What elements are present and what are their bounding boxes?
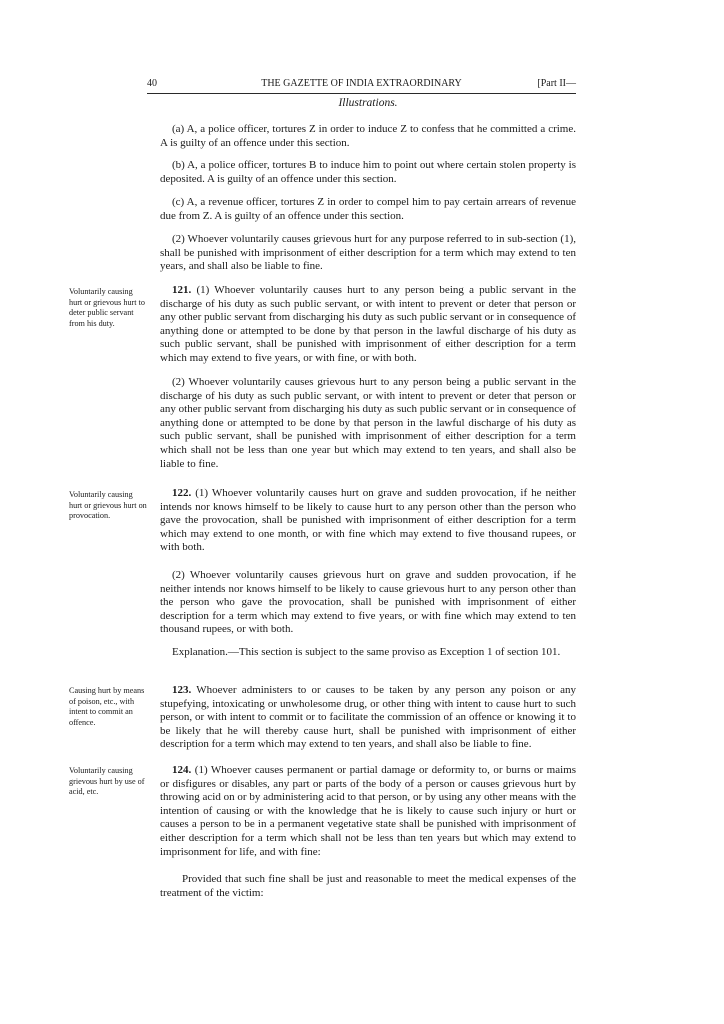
section-number-122: 122. — [172, 487, 192, 499]
section-123-text: Whoever administers to or causes to be taken by any person any poison or any stupefying, intoxicating or unwholesome drug, or other thing with intent to cause hurt to such person, or with intent to commit or to facilitate the commission of an offence or knowing it to be likely that he will thereby cause hurt, shall be punished with imprisonment of either description for a term which may extend to ten years, and shall also be liable to fine. — [160, 684, 576, 751]
margin-note-121: Voluntarily causing hurt or grievous hurt to deter public servant from his duty. — [69, 287, 145, 328]
section-122-text: (1) Whoever voluntarily causes hurt on grave and sudden provocation, if he neither intends nor knows himself to be likely to cause hurt to any person other than the person who gave the provocation, shall be punished with imprisonment of either description for a term which may extend to one month, or with fine which may extend to five thousand rupees, or with both. — [160, 487, 577, 554]
part-label: [Part II— — [537, 78, 576, 89]
proviso: Provided that such fine shall be just and reasonable to meet the medical expenses of the treatment of the victim: — [160, 873, 576, 899]
section-121-text: (1) Whoever voluntarily causes hurt to any person being a public servant in the discharge of his duty as such public servant, or with intent to prevent or deter that person or any other public servant from discharging his duty as such public servant or in consequence of anything done or attempted to be done by that person in the lawful discharge of his duty as such public servant, shall be punished with imprisonment of either description for a term which may extend to five years, or with fine, or with both. — [160, 284, 576, 364]
illustration-c: (c) A, a revenue officer, tortures Z in order to compel him to pay certain arrears of revenue due from Z. A is guilty of an offence under this section. — [160, 196, 576, 222]
section-number-124: 124. — [172, 764, 192, 776]
section-number-123: 123. — [172, 684, 192, 696]
section-121-subsection-1 — [160, 284, 576, 366]
margin-note-122: Voluntarily causing hurt or grievous hurt on provocation. — [69, 490, 147, 521]
margin-note-124: Voluntarily causing grievous hurt by use of acid, etc. — [69, 766, 145, 797]
section-120-subsection-2: (2) Whoever voluntarily causes grievous hurt for any purpose referred to in sub-section (1), shall be punished with imprisonment of either description for a term which may extend to ten years, and shall also be liable to fine. — [160, 233, 576, 273]
illustrations-heading: Illustrations. — [338, 97, 398, 109]
section-124-text: (1) Whoever causes permanent or partial damage or deformity to, or burns or maims or disfigures or disables, any part or parts of the body of a person or causes grievous hurt by throwing acid on or by administering acid to that person, or by using any other means with the intention of causing or with the knowledge that he is likely to cause such injury or hurt or causes a person to be in a permanent vegetative state shall be punished with imprisonment of either description for a term which shall not be less than ten years but which may extend to imprisonment for life, and with fine: — [160, 764, 577, 858]
section-121-subsection-2: (2) Whoever voluntarily causes grievous hurt to any person being a public servant in the discharge of his duty as such public servant, or with intent to prevent or deter that person or any other public servant from discharging his duty as such public servant or in consequence of anything done or attempted to be done by that person in the lawful discharge of his duty as such public servant, shall be punished with imprisonment of either description for a term which shall not be less than one year but which may extend to ten years, and shall also be liable to fine. — [160, 376, 576, 470]
illustration-a: (a) A, a police officer, tortures Z in order to induce Z to confess that he committed a crime. A is guilty of an offence under this section. — [160, 123, 576, 149]
page-number: 40 — [147, 78, 157, 89]
section-122-subsection-2: (2) Whoever voluntarily causes grievous hurt on grave and sudden provocation, if he neither intends nor knows himself to be likely to cause grievous hurt to any person other than the person who gave the provocation, shall be punished with imprisonment of either description for a term which may extend to five years, or with fine which may extend to ten thousand rupees, or with both. — [160, 569, 576, 636]
margin-note-123: Causing hurt by means of poison, etc., with intent to commit an offence. — [69, 686, 145, 727]
header-rule — [147, 93, 576, 94]
page-header — [147, 77, 576, 91]
section-123 — [160, 684, 576, 752]
illustration-b: (b) A, a police officer, tortures B to induce him to point out where certain stolen property is deposited. A is guilty of an offence under this section. — [160, 159, 576, 185]
section-122-subsection-1 — [160, 487, 576, 555]
gazette-title: THE GAZETTE OF INDIA EXTRAORDINARY — [261, 78, 462, 89]
section-number-121: 121. — [172, 284, 192, 296]
explanation: Explanation.—This section is subject to the same proviso as Exception 1 of section 101. — [172, 646, 561, 658]
section-124-subsection-1 — [160, 764, 576, 859]
